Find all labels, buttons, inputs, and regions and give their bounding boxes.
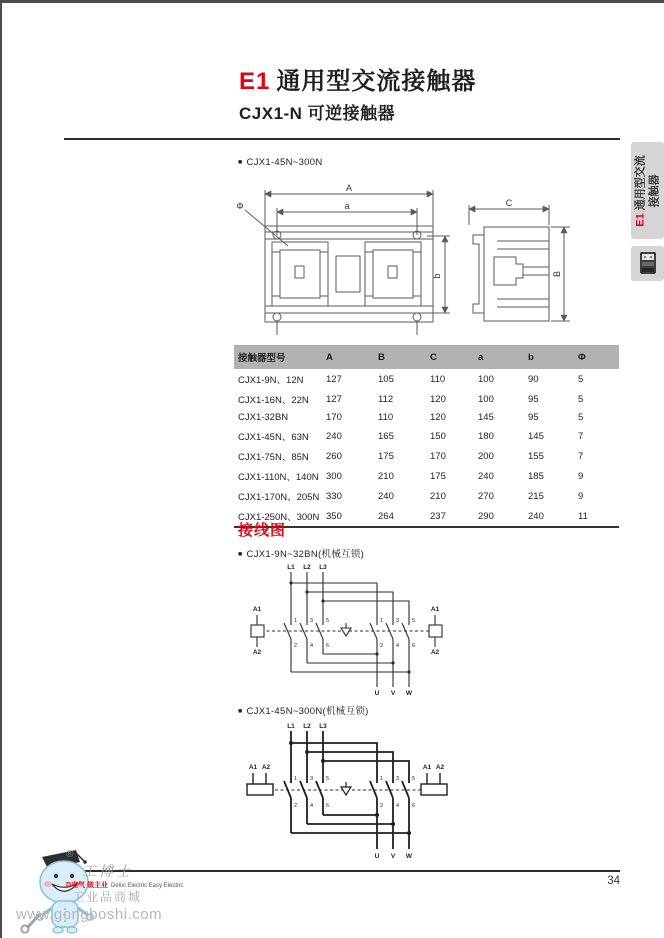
output-label: U (374, 690, 380, 697)
column-header: 接触器型号 (234, 345, 322, 369)
table-cell: 9 (578, 470, 584, 482)
dimensions-table (234, 345, 619, 528)
table-cell: 100 (478, 393, 494, 405)
table-cell: 240 (378, 490, 394, 502)
table-cell: CJX1-16N、22N (238, 395, 309, 406)
sidebar-tab-label: E1通用型交流 接触器 (634, 154, 661, 227)
page-title (239, 61, 476, 96)
table-cell: 11 (578, 510, 588, 522)
terminal-number: 6 (412, 643, 416, 649)
contactor-product-icon (638, 251, 658, 276)
page-subtitle: CJX1-N 可逆接触器 (239, 104, 396, 123)
table-cell: 155 (528, 450, 544, 462)
column-header: a (474, 345, 524, 369)
terminal-number: 3 (396, 776, 400, 782)
table-cell: 200 (478, 450, 494, 462)
watermark-title: 工博士 (82, 863, 133, 879)
input-label: L3 (319, 723, 327, 730)
coil-terminal-label: A2 (261, 764, 271, 771)
input-label: L1 (287, 723, 295, 730)
coil-terminal-label: A1 (252, 606, 262, 613)
table-cell: 5 (578, 393, 584, 405)
output-label: V (390, 690, 396, 697)
input-label: L1 (287, 564, 295, 571)
table-cell: 260 (326, 450, 342, 462)
column-header: b (524, 345, 574, 369)
table-row (234, 389, 619, 409)
table-cell: 7 (578, 430, 584, 442)
drawing-label: ■ CJX1-45N~300N (238, 157, 323, 168)
table-cell: 210 (378, 470, 394, 482)
column-header: A (322, 345, 374, 369)
wiring-diagram2-label: ■ CJX1-45N~300N(机械互锁) (238, 706, 369, 717)
wiring-diagram-1 (239, 559, 454, 699)
terminal-number: 5 (412, 618, 416, 624)
table-cell: 112 (378, 393, 394, 405)
table-cell: CJX1-170N、205N (238, 492, 320, 503)
table-cell: 237 (430, 510, 446, 522)
terminal-number: 6 (412, 803, 416, 809)
dim-label-phi: Φ (236, 201, 244, 211)
header-rule (64, 138, 620, 140)
terminal-number: 4 (310, 803, 314, 809)
table-cell: 185 (528, 470, 544, 482)
table-cell: 170 (326, 412, 342, 423)
terminal-number: 5 (326, 618, 330, 624)
watermark-url: www.gongboshi.com (16, 906, 163, 923)
table-cell: 120 (430, 412, 446, 423)
table-cell: 5 (578, 412, 584, 423)
coil-terminal-label: A1 (430, 606, 440, 613)
wiring-diagram-2 (239, 717, 454, 867)
column-header: C (426, 345, 474, 369)
table-cell: CJX1-45N、63N (238, 432, 309, 443)
table-cell: 95 (528, 412, 539, 423)
table-cell: 105 (378, 373, 394, 385)
terminal-number: 4 (396, 643, 400, 649)
coil-left (251, 615, 264, 647)
dim-label-A: A (345, 183, 353, 193)
table-cell: 290 (478, 510, 494, 522)
sidebar-tab-e1 (631, 142, 664, 239)
table-cell: 264 (378, 510, 394, 522)
dim-label-B: B (552, 270, 562, 278)
bullet-icon: ■ (238, 551, 243, 558)
table-cell: 100 (478, 373, 494, 385)
table-cell: 145 (478, 412, 494, 423)
series-title-text: 通用型交流接触器 (276, 68, 477, 95)
column-header: Φ (574, 345, 619, 369)
output-label: W (405, 690, 413, 697)
input-label: L2 (303, 564, 311, 571)
table-cell: 150 (430, 430, 446, 442)
table-cell: 95 (528, 393, 539, 405)
bullet-icon: ■ (238, 708, 243, 715)
coil-right (429, 615, 442, 647)
coil-terminal-label: A2 (252, 649, 262, 656)
wiring-section-title: 接线图 (238, 522, 287, 539)
terminal-number: 5 (326, 776, 330, 782)
output-label: U (374, 853, 380, 860)
table-cell: 9 (578, 490, 584, 502)
table-cell: 120 (430, 393, 446, 405)
dim-label-b: b (432, 273, 442, 279)
table-cell: 127 (326, 373, 342, 385)
terminal-number: 3 (310, 776, 314, 782)
terminal-number: 3 (310, 618, 314, 624)
table-row (234, 506, 619, 527)
table-cell: 270 (478, 490, 494, 502)
footer-rule (64, 870, 620, 872)
terminal-number: 2 (380, 643, 384, 649)
terminal-number: 4 (396, 803, 400, 809)
dim-label-C: C (505, 198, 513, 208)
table-cell: CJX1-9N、12N (238, 375, 304, 386)
dimension-drawing (232, 179, 622, 341)
coil-right (421, 773, 447, 795)
terminal-number: 4 (310, 643, 314, 649)
table-cell: 175 (378, 450, 394, 462)
table-cell: 110 (430, 373, 446, 385)
front-view (265, 226, 433, 335)
terminal-number: 5 (412, 776, 416, 782)
watermark-mall: 工业品商城 (72, 890, 143, 904)
table-row (234, 409, 619, 426)
table-cell: 240 (326, 430, 342, 442)
table-cell: 175 (430, 470, 446, 482)
table-cell: 145 (528, 430, 544, 442)
bullet-icon: ■ (238, 159, 243, 166)
table-cell: 240 (528, 510, 544, 522)
dim-label-a: a (344, 201, 350, 211)
brand-text-gray: Delixi Electric Easy Electric (111, 883, 184, 889)
page-number: 34 (607, 875, 620, 887)
coil-terminal-label: A2 (430, 649, 440, 656)
table-row (234, 486, 619, 506)
table-cell: 110 (378, 412, 394, 423)
input-label: L3 (319, 564, 327, 571)
brand-text-red: D电气 做主业 (66, 882, 108, 889)
table-cell: 300 (326, 470, 342, 482)
output-label: W (405, 853, 413, 860)
terminal-number: 2 (380, 803, 384, 809)
table-cell: 240 (478, 470, 494, 482)
table-row (234, 466, 619, 486)
terminal-number: 1 (380, 618, 384, 624)
side-view (473, 227, 549, 321)
table-cell: 215 (528, 490, 544, 502)
interlock-triangle (341, 623, 351, 636)
table-cell: 170 (430, 450, 446, 462)
output-label: V (390, 853, 396, 860)
interlock-triangle (341, 782, 351, 795)
terminal-number: 2 (294, 643, 298, 649)
terminal-number: 1 (294, 618, 298, 624)
table-cell: 350 (326, 510, 342, 522)
terminal-number: 1 (380, 776, 384, 782)
sidebar-product-thumb-tab (631, 246, 664, 281)
terminal-number: 6 (326, 643, 330, 649)
table-cell: 180 (478, 430, 494, 442)
table-cell: CJX1-110N、140N (238, 472, 319, 483)
table-cell: CJX1-250N、300N (238, 512, 320, 523)
table-cell: 90 (528, 373, 539, 385)
table-row (234, 446, 619, 466)
series-code: E1 (239, 68, 271, 95)
coil-left (247, 773, 273, 795)
coil-terminal-label: A2 (435, 764, 445, 771)
terminal-number: 3 (396, 618, 400, 624)
table-cell: 127 (326, 393, 342, 405)
terminal-number: 6 (326, 803, 330, 809)
table-cell: CJX1-75N、85N (238, 452, 309, 463)
table-cell: 210 (430, 490, 446, 502)
coil-terminal-label: A1 (422, 764, 432, 771)
table-cell: 5 (578, 373, 584, 385)
table-row (234, 426, 619, 446)
table-row (234, 369, 619, 389)
column-header: B (374, 345, 426, 369)
table-cell: 7 (578, 450, 584, 462)
input-label: L2 (303, 723, 311, 730)
coil-terminal-label: A1 (248, 764, 258, 771)
registered-mark: ® (66, 849, 74, 860)
table-cell: CJX1-32BN (238, 412, 289, 423)
terminal-number: 1 (294, 776, 298, 782)
table-cell: 165 (378, 430, 394, 442)
wiring1-terminal-numbers (294, 618, 415, 649)
wiring2-terminal-numbers (294, 776, 415, 809)
wiring-diagram1-label: ■ CJX1-9N~32BN(机械互锁) (238, 549, 365, 560)
terminal-number: 2 (294, 803, 298, 809)
table-cell: 330 (326, 490, 342, 502)
